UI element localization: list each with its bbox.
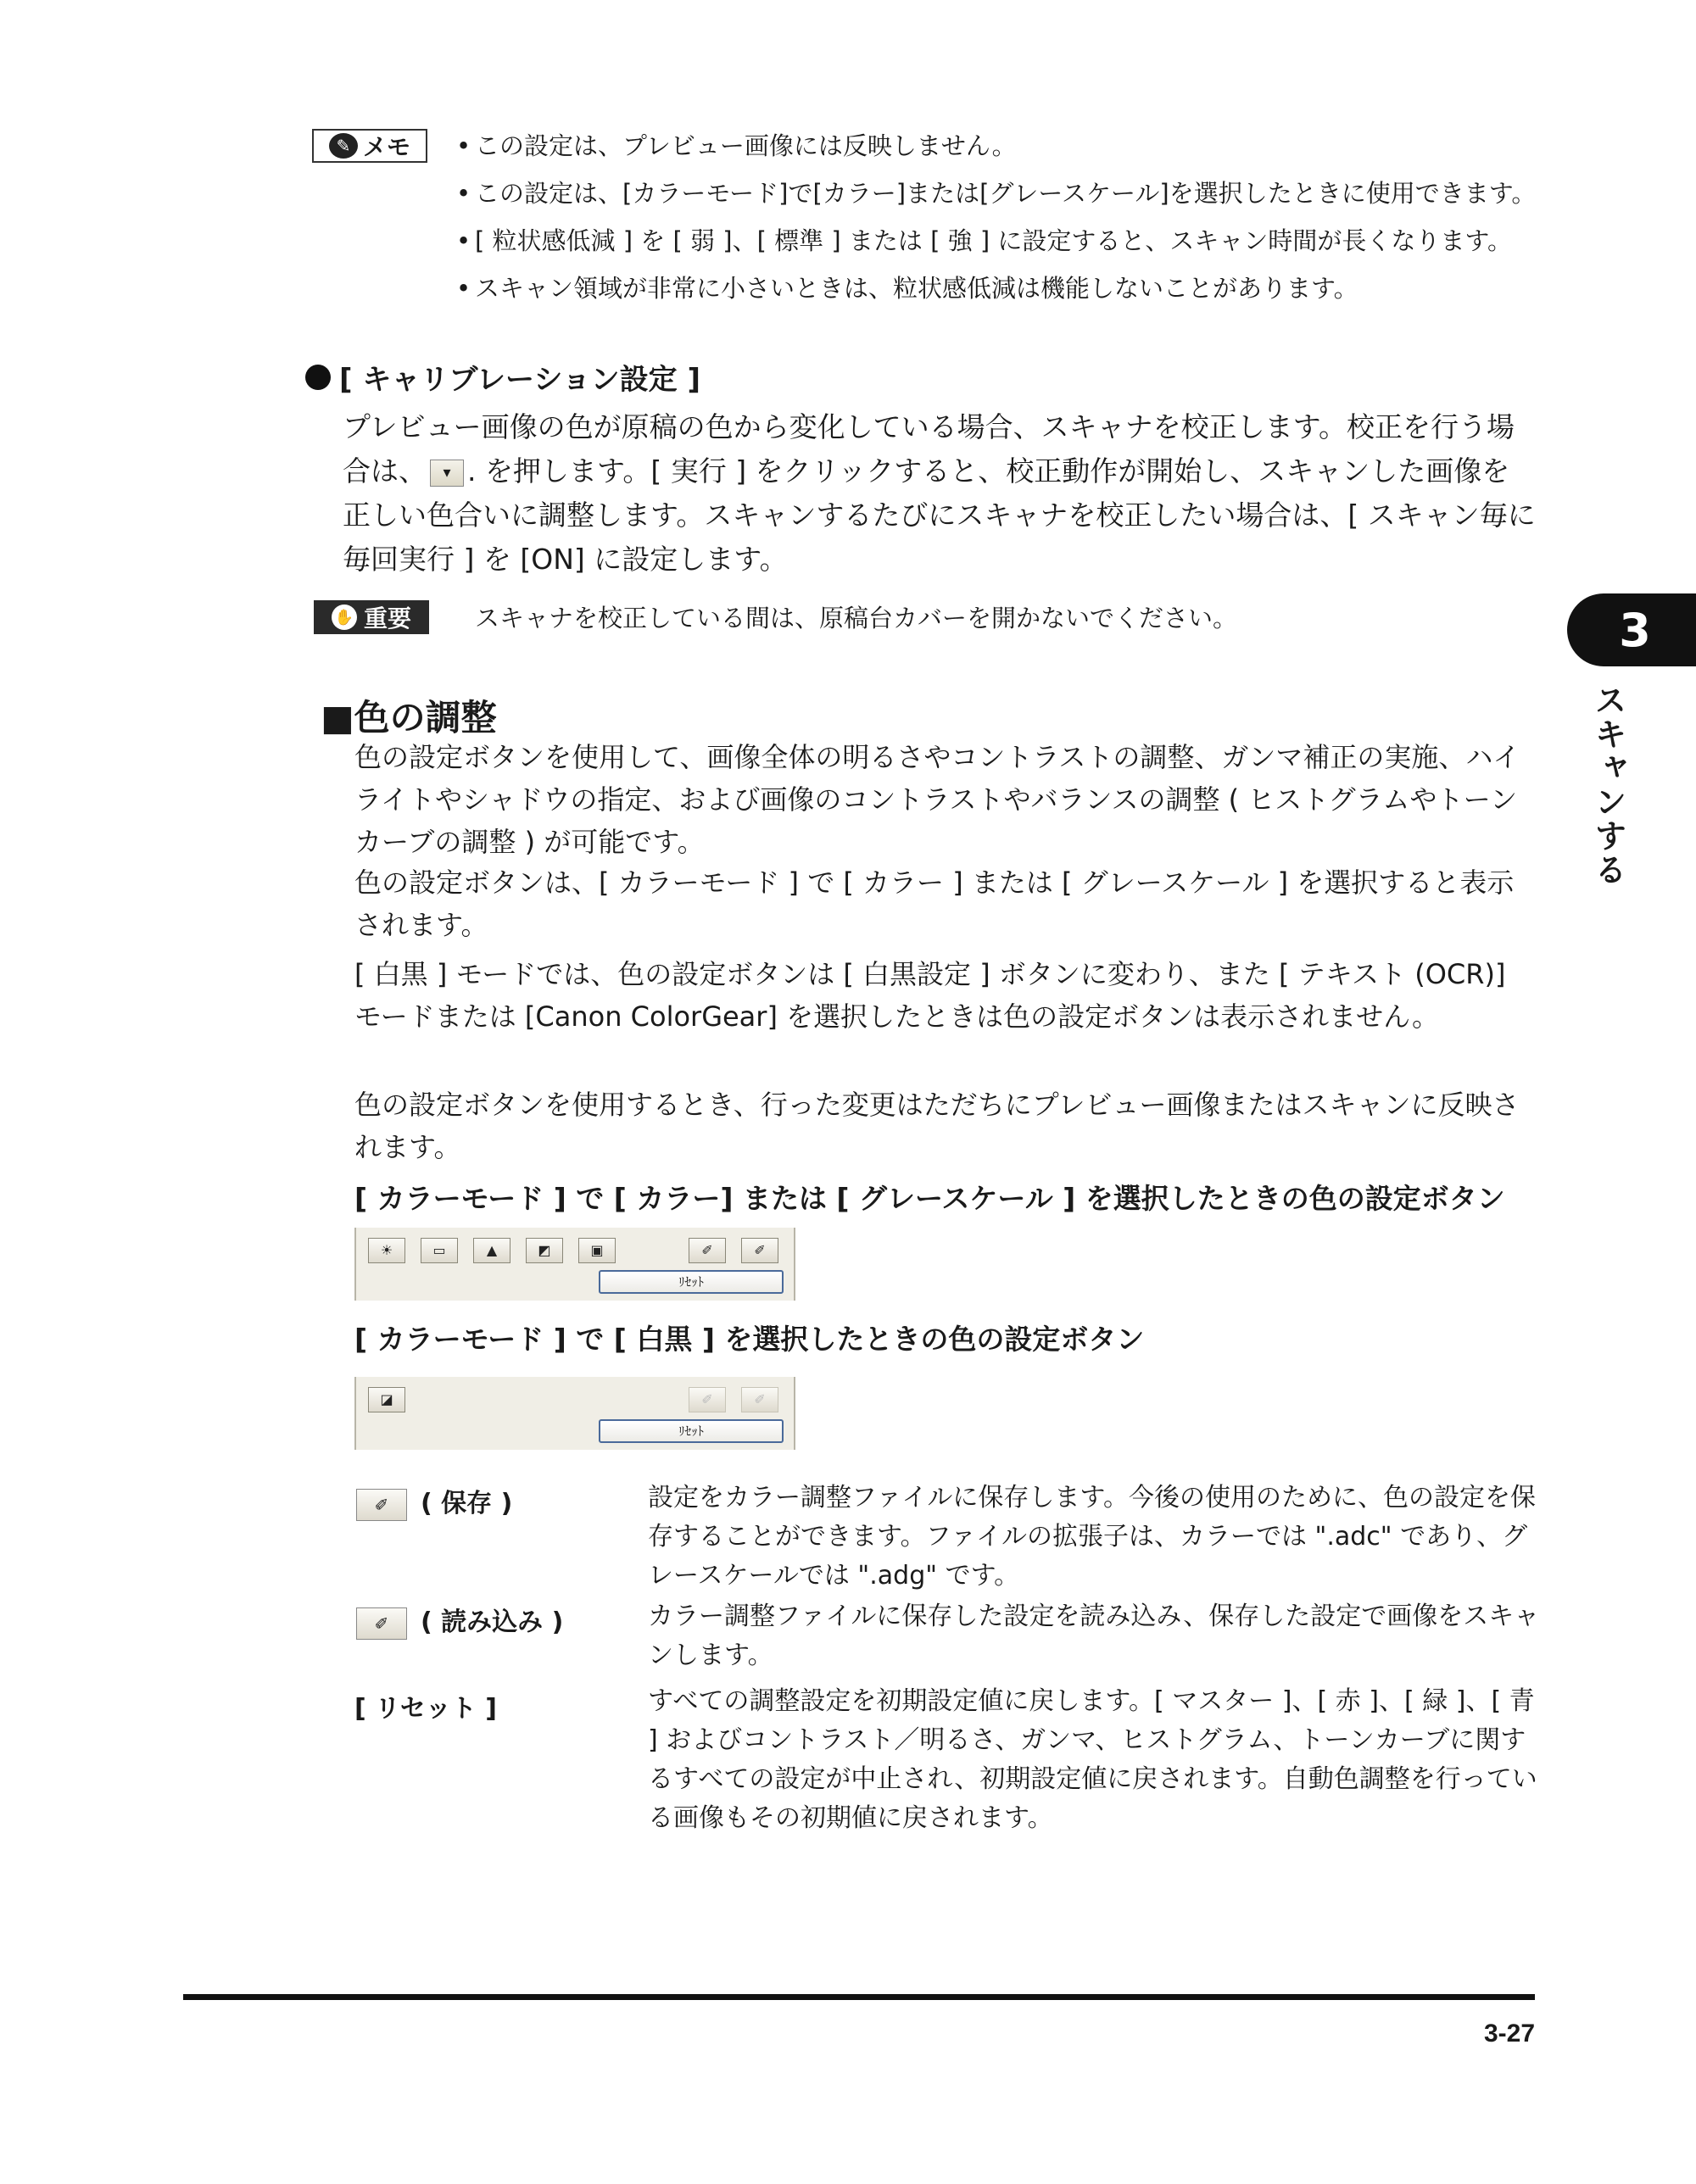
memo-item: • この設定は、プレビュー画像には反映しません。 bbox=[456, 127, 1542, 164]
load-icon: ✐ bbox=[356, 1607, 407, 1640]
reset-button-bw[interactable]: ﾘｾｯﾄ bbox=[599, 1419, 784, 1443]
calibration-text-part1: プレビュー画像の色が原稿の色から変化している場合、スキャナを校正します。校正を行う場合は、 bbox=[343, 410, 1515, 488]
important-label: 重要 bbox=[363, 604, 411, 632]
section-title: ■色の調整 bbox=[321, 697, 497, 738]
chapter-title: スキャンする bbox=[1589, 683, 1626, 887]
gamma-button[interactable] bbox=[421, 1238, 458, 1263]
load-button-disabled bbox=[689, 1387, 726, 1412]
image-icon: ▣ bbox=[590, 1242, 604, 1258]
save-button-disabled bbox=[741, 1387, 778, 1412]
calibration-heading bbox=[305, 356, 700, 398]
memo-item: • この設定は、[カラーモード]で[カラー]または[グレースケール]を選択したときに使用できます。 bbox=[456, 175, 1542, 212]
brightness-contrast-button[interactable] bbox=[368, 1238, 405, 1263]
rectangle-icon: ▭ bbox=[432, 1242, 446, 1258]
calibration-heading-text: [ キャリブレーション設定 ] bbox=[339, 363, 701, 397]
caption-color-mode: [ カラーモード ] で [ カラー] または [ グレースケール ] を選択したときの色の設定ボタン bbox=[354, 1182, 1505, 1215]
memo-list bbox=[456, 127, 1542, 317]
calibration-text bbox=[343, 405, 1537, 582]
save-icon: ✐ bbox=[754, 1242, 766, 1258]
pencil-icon: ✎ bbox=[329, 133, 358, 159]
term-reset: [ リセット ] bbox=[354, 1694, 498, 1724]
important-text: スキャナを校正している間は、原稿台カバーを開かないでください。 bbox=[475, 604, 1238, 632]
hand-stop-icon: ✋ bbox=[332, 604, 357, 630]
important-badge bbox=[314, 600, 429, 634]
histogram-button[interactable] bbox=[473, 1238, 510, 1263]
save-icon: ✐ bbox=[754, 1391, 766, 1407]
load-button[interactable] bbox=[689, 1238, 726, 1263]
term-save: ( 保存 ) bbox=[421, 1489, 513, 1518]
desc-load: カラー調整ファイルに保存した設定を読み込み、保存した設定で画像をスキャンします。 bbox=[648, 1602, 1540, 1670]
color-settings-toolbar bbox=[354, 1228, 795, 1301]
memo-badge bbox=[312, 129, 427, 163]
bw-settings-toolbar bbox=[354, 1377, 795, 1450]
desc-reset: すべての調整設定を初期設定値に戻します。[ マスター ]、[ 赤 ]、[ 緑 ]、[ 青 ] およびコントラスト／明るさ、ガンマ、ヒストグラム、トーンカーブに関するすべての設定が中止され、初期設定値に戻されます。自動色調整を行っている画像もその初期値に戻されます。 bbox=[648, 1686, 1537, 1833]
load-icon: ✐ bbox=[701, 1242, 713, 1258]
page-number: 3-27 bbox=[1483, 2020, 1535, 2048]
final-review-button[interactable] bbox=[578, 1238, 616, 1263]
dropdown-arrow-icon: ▾ bbox=[430, 460, 464, 487]
threshold-icon: ◪ bbox=[380, 1391, 393, 1407]
save-icon: ✐ bbox=[356, 1489, 407, 1521]
tone-curve-button[interactable] bbox=[526, 1238, 563, 1263]
color-paragraph-1: 色の設定ボタンを使用して、画像全体の明るさやコントラストの調整、ガンマ補正の実施、ハイライトやシャドウの指定、および画像のコントラストやバランスの調整 ( ヒストグラムやトーンカーブの調整 ) が可能です。 bbox=[354, 741, 1520, 858]
color-paragraph-3: [ 白黒 ] モードでは、色の設定ボタンは [ 白黒設定 ] ボタンに変わり、また [ テキスト (OCR)] モードまたは [Canon ColorGear] を選択したときは色の設定ボタンは表示されません。 bbox=[354, 958, 1506, 1033]
load-icon: ✐ bbox=[701, 1391, 713, 1407]
memo-item: • スキャン領域が非常に小さいときは、粒状感低減は機能しないことがあります。 bbox=[456, 270, 1542, 307]
reset-button[interactable]: ﾘｾｯﾄ bbox=[599, 1270, 784, 1294]
curve-icon: ◩ bbox=[538, 1242, 551, 1258]
threshold-button[interactable] bbox=[368, 1387, 405, 1412]
memo-item: • [ 粒状感低減 ] を [ 弱 ]、[ 標準 ] または [ 強 ] に設定すると、スキャン時間が長くなります。 bbox=[456, 222, 1542, 259]
desc-save: 設定をカラー調整ファイルに保存します。今後の使用のために、色の設定を保存することができます。ファイルの拡張子は、カラーでは ".adc" であり、グレースケールでは ".adg" です。 bbox=[648, 1483, 1536, 1591]
color-paragraph-4: 色の設定ボタンを使用するとき、行った変更はただちにプレビュー画像またはスキャンに反映されます。 bbox=[354, 1089, 1520, 1163]
calibration-text-part2: . を押します。[ 実行 ] をクリックすると、校正動作が開始し、スキャンした画像を正しい色合いに調整します。スキャンするたびにスキャナを校正したい場合は、[ スキャン毎に毎回実行 ] を [ON] に設定します。 bbox=[343, 454, 1536, 576]
histogram-icon: ▲ bbox=[486, 1242, 498, 1258]
sun-icon: ☀ bbox=[380, 1242, 393, 1258]
term-load: ( 読み込み ) bbox=[421, 1607, 564, 1637]
caption-bw-mode: [ カラーモード ] で [ 白黒 ] を選択したときの色の設定ボタン bbox=[354, 1323, 1145, 1356]
save-button[interactable] bbox=[741, 1238, 778, 1263]
chapter-tab: 3 bbox=[1567, 593, 1696, 666]
bullet-dot-icon bbox=[305, 365, 331, 390]
color-paragraph-2: 色の設定ボタンは、[ カラーモード ] で [ カラー ] または [ グレースケール ] を選択すると表示されます。 bbox=[354, 866, 1515, 941]
memo-label: メモ bbox=[362, 133, 410, 161]
footer-rule bbox=[183, 1994, 1535, 2000]
